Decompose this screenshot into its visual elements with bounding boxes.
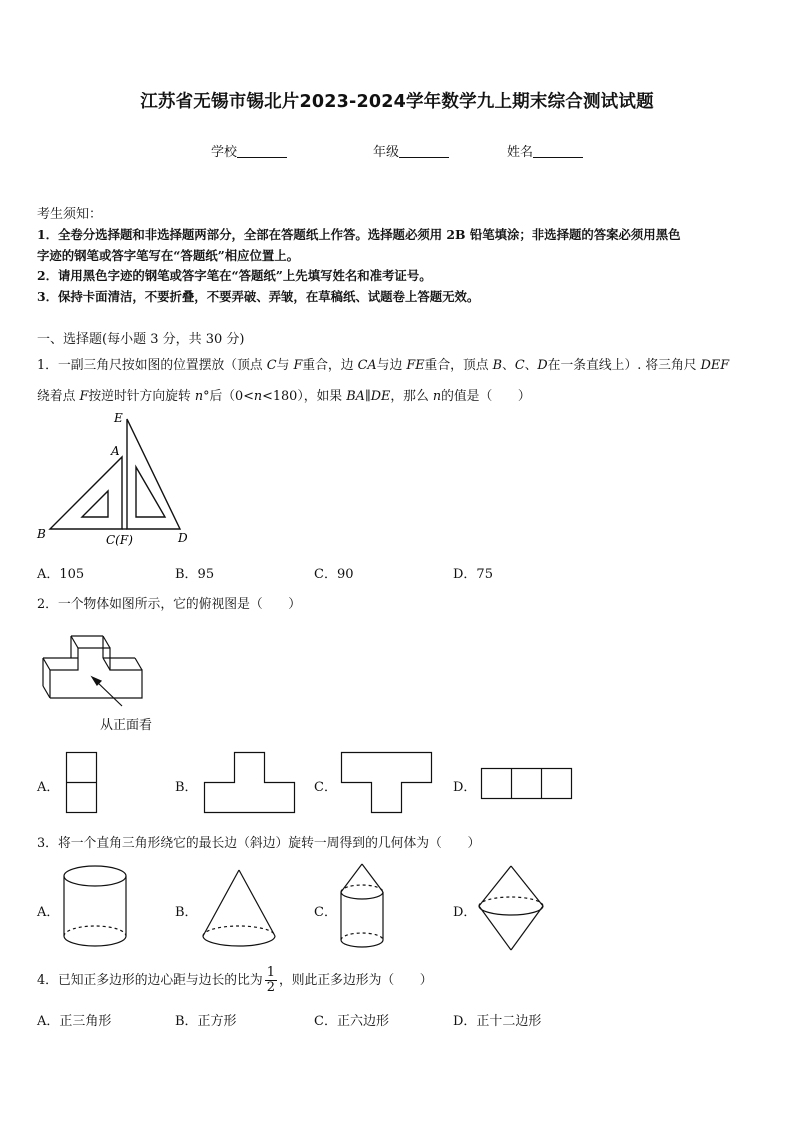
q2-option-b-figure[interactable] [204, 752, 296, 814]
q1-text: 与 [276, 358, 294, 373]
notice-item1-line2: 字迹的钢笔或答字笔写在“答题纸”相应位置上。 [37, 248, 300, 263]
q2-stem: 2．一个物体如图所示，它的俯视图是（ ） [37, 597, 302, 612]
q1-text: 的值是（ ） [441, 389, 531, 404]
label-E: E [114, 411, 123, 425]
grade-blank [399, 145, 449, 158]
notice-heading: 考生须知： [37, 207, 103, 222]
name-label: 姓名 [507, 145, 534, 160]
q3-cylinder-figure[interactable] [63, 864, 129, 950]
q3-stem: 3．将一个直角三角形绕它的最长边（斜边）旋转一周得到的几何体为（ ） [37, 836, 481, 851]
q3-option-d[interactable]: D． [453, 905, 477, 920]
q1-text: 按逆时针方向旋转 [88, 389, 195, 404]
school-label: 学校 [211, 145, 238, 160]
q1-var: D [537, 358, 548, 373]
q1-option-a[interactable]: A．105 [37, 567, 85, 582]
q1-stem-line2 [37, 385, 531, 404]
q1-var: DEF [700, 358, 730, 373]
set-square-def [127, 419, 180, 529]
label-D: D [178, 531, 188, 545]
q2-option-a[interactable]: A． [37, 780, 60, 795]
q4-option-a[interactable]: A．正三角形 [37, 1014, 112, 1029]
q1-text: 、 [502, 358, 515, 373]
name-blank [533, 145, 583, 158]
section-heading: 一、选择题(每小题 3 分，共 30 分) [37, 332, 245, 347]
q3-cone-cylinder-figure[interactable] [338, 862, 388, 952]
fraction-denominator: 2 [266, 980, 275, 995]
q1-stem-line1 [37, 354, 729, 373]
school-blank [237, 145, 287, 158]
q4-option-c[interactable]: C．正六边形 [314, 1014, 389, 1029]
q2-option-d-figure[interactable] [481, 768, 573, 800]
label-CF: C(F) [106, 533, 133, 547]
q4-stem [37, 965, 433, 997]
q1-var: C [514, 358, 525, 373]
page-title: 江苏省无锡市锡北片2023-2024学年数学九上期末综合测试试题 [140, 92, 654, 112]
q4-option-d[interactable]: D．正十二边形 [453, 1014, 542, 1029]
school-field [211, 141, 287, 160]
q4-stem-part2: ，则此正多边形为（ ） [278, 973, 433, 988]
q1-option-b[interactable]: B．95 [175, 567, 215, 582]
q3-double-cone-figure[interactable] [476, 864, 546, 952]
q1-text: 重合，边 [302, 358, 358, 373]
grade-field [373, 141, 449, 160]
label-B: B [37, 527, 46, 541]
q1-text: 在一条直线上）. 将三角尺 [547, 358, 701, 373]
q1-triangle-figure [30, 405, 200, 550]
notice-item1-line1: 1．全卷分选择题和非选择题两部分，全部在答题纸上作答。选择题必须用 2B 铅笔填涂；非选择题的答案必须用黑色 [37, 227, 681, 242]
q1-text: ，那么 [390, 389, 433, 404]
q1-var: n [194, 389, 204, 404]
set-square-abc [50, 457, 122, 529]
label-A: A [111, 444, 120, 458]
q3-option-b[interactable]: B． [175, 905, 198, 920]
q4-fraction [265, 966, 277, 995]
q2-option-d[interactable]: D． [453, 780, 477, 795]
q4-stem-part1: 4．已知正多边形的边心距与边长的比为 [37, 973, 263, 988]
q1-text: 与边 [376, 358, 407, 373]
q4-option-b[interactable]: B．正方形 [175, 1014, 237, 1029]
q1-var: BA∥DE [346, 389, 391, 404]
q2-fig-caption: 从正面看 [100, 718, 153, 733]
q1-text: 1．一副三角尺按如图的位置摆放（顶点 [37, 358, 267, 373]
q3-cone-figure[interactable] [201, 868, 279, 950]
q1-text: 、 [524, 358, 538, 373]
q1-var: n [432, 389, 442, 404]
q1-var: n [253, 389, 263, 404]
name-field [507, 141, 583, 160]
q3-option-c[interactable]: C． [314, 905, 337, 920]
q1-text: 重合，顶点 [424, 358, 493, 373]
notice-item3: 3．保持卡面清洁，不要折叠，不要弄破、弄皱，在草稿纸、试题卷上答题无效。 [37, 289, 480, 304]
notice-item2: 2．请用黑色字迹的钢笔或答字笔在“答题纸”上先填写姓名和准考证号。 [37, 268, 432, 283]
fraction-numerator: 1 [266, 965, 275, 980]
q1-option-c[interactable]: C．90 [314, 567, 354, 582]
q1-var: FE [406, 358, 425, 373]
q2-solid-figure [40, 628, 160, 708]
q2-option-a-figure[interactable] [66, 752, 98, 814]
q1-option-d[interactable]: D．75 [453, 567, 493, 582]
q3-option-a[interactable]: A． [37, 905, 60, 920]
q2-option-c-figure[interactable] [341, 752, 433, 814]
grade-label: 年级 [373, 145, 400, 160]
q1-text: <180），如果 [262, 389, 347, 404]
q2-option-b[interactable]: B． [175, 780, 198, 795]
q1-text: 绕着点 [37, 389, 80, 404]
q1-var: F [79, 389, 89, 404]
q1-var: B [492, 358, 503, 373]
q1-text: °后（0< [203, 389, 254, 404]
q2-option-c[interactable]: C． [314, 780, 337, 795]
q1-var: CA [357, 358, 377, 373]
q1-var: F [293, 358, 303, 373]
q1-var: C [266, 358, 277, 373]
